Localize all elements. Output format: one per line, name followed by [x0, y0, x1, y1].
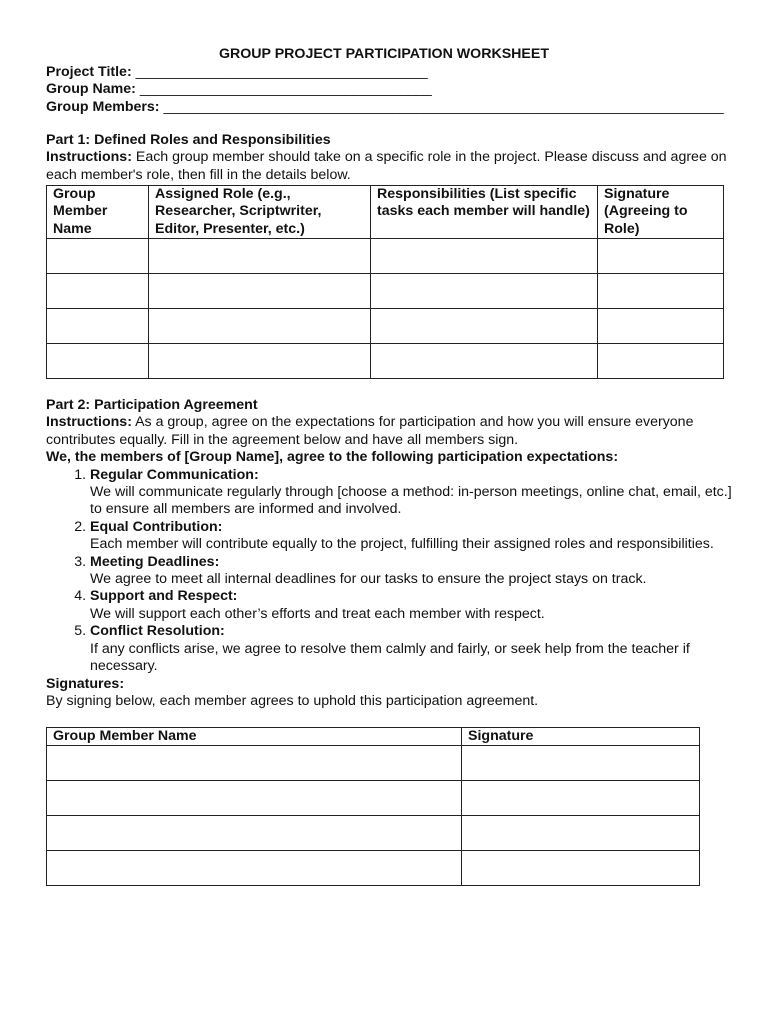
expectation-title: Support and Respect: — [90, 588, 238, 605]
table-row — [47, 309, 724, 344]
list-item — [90, 519, 736, 554]
roles-table-header — [47, 186, 724, 239]
header-fields — [46, 64, 724, 116]
part2-instructions-label: Instructions: — [46, 414, 132, 431]
project-title-field[interactable] — [46, 64, 724, 81]
expectation-text: We agree to meet all internal deadlines for our tasks to ensure the project stays on track. — [90, 571, 647, 588]
signatures-text: By signing below, each member agrees to uphold this participation agreement. — [46, 692, 539, 709]
worksheet-title: GROUP PROJECT PARTICIPATION WORKSHEET — [218, 46, 549, 62]
table-cell[interactable] — [462, 851, 700, 886]
table-cell[interactable] — [149, 274, 371, 309]
table-cell[interactable] — [47, 746, 462, 781]
col-assigned-role: Assigned Role (e.g., Researcher, Scriptwriter, Editor, Presenter, etc.) — [149, 186, 371, 239]
table-row — [47, 781, 700, 816]
table-row — [47, 746, 700, 781]
group-name-line: _____________________________________ — [139, 81, 432, 98]
expectation-text: If any conflicts arise, we agree to resolve them calmly and fairly, or seek help from the teacher if necessary. — [90, 640, 690, 675]
expectation-title: Conflict Resolution: — [90, 623, 225, 640]
table-cell[interactable] — [462, 746, 700, 781]
col-signature: Signature (Agreeing to Role) — [598, 186, 724, 239]
expectation-text: Each member will contribute equally to the project, fulfilling their assigned roles and responsibilities. — [90, 536, 714, 553]
group-members-label: Group Members: — [46, 98, 160, 115]
table-cell[interactable] — [47, 816, 462, 851]
col-group-member-name: Group Member Name — [47, 186, 149, 239]
table-cell[interactable] — [598, 239, 724, 274]
part1-instructions-text: Each group member should take on a specific role in the project. Please discuss and agree on each member's role, then fill in the details below. — [46, 149, 727, 183]
project-title-label: Project Title: — [46, 64, 132, 80]
part1-section — [46, 132, 736, 184]
table-cell[interactable] — [462, 816, 700, 851]
table-row — [47, 816, 700, 851]
table-cell[interactable] — [371, 274, 598, 309]
table-row — [47, 239, 724, 274]
part2-heading: Part 2: Participation Agreement — [46, 397, 258, 413]
list-item — [90, 623, 736, 675]
part2-section — [46, 397, 736, 710]
table-cell[interactable] — [598, 274, 724, 309]
table-cell[interactable] — [598, 309, 724, 344]
table-cell[interactable] — [371, 344, 598, 379]
group-members-line: _______________________________________________________________________ — [163, 98, 724, 115]
list-item — [90, 554, 736, 589]
part1-heading: Part 1: Defined Roles and Responsibilities — [46, 132, 331, 148]
group-name-field[interactable] — [46, 81, 724, 98]
signatures-table — [46, 727, 700, 886]
table-cell[interactable] — [598, 344, 724, 379]
part1-instructions-label: Instructions: — [46, 149, 132, 166]
table-cell[interactable] — [462, 781, 700, 816]
col-sig-member-name: Group Member Name — [47, 728, 462, 746]
list-item — [90, 467, 736, 519]
table-cell[interactable] — [47, 851, 462, 886]
list-item — [90, 588, 736, 623]
participation-pledge: We, the members of [Group Name], agree to the following participation expectations: — [46, 449, 619, 466]
expectation-title: Meeting Deadlines: — [90, 553, 220, 570]
part1-instructions — [46, 149, 736, 184]
expectation-title: Regular Communication: — [90, 466, 259, 483]
col-responsibilities: Responsibilities (List specific tasks each member will handle) — [371, 186, 598, 239]
expectation-text: We will support each other’s efforts and treat each member with respect. — [90, 605, 545, 622]
col-sig-signature: Signature — [462, 728, 700, 746]
signatures-heading: Signatures: — [46, 675, 125, 692]
expectation-text: We will communicate regularly through [choose a method: in-person meetings, online chat, email, etc.] to ensure all members are informed and involved. — [90, 484, 732, 518]
part2-instructions — [46, 414, 736, 449]
group-name-label: Group Name: — [46, 81, 136, 98]
table-cell[interactable] — [47, 274, 149, 309]
table-cell[interactable] — [371, 239, 598, 274]
table-cell[interactable] — [47, 781, 462, 816]
table-cell[interactable] — [47, 239, 149, 274]
table-cell[interactable] — [149, 309, 371, 344]
table-cell[interactable] — [47, 344, 149, 379]
table-row — [47, 851, 700, 886]
table-cell[interactable] — [149, 239, 371, 274]
table-cell[interactable] — [371, 309, 598, 344]
project-title-line: _____________________________________ — [135, 64, 428, 80]
table-cell[interactable] — [149, 344, 371, 379]
table-row — [47, 274, 724, 309]
expectation-title: Equal Contribution: — [90, 518, 223, 535]
expectations-list — [46, 467, 736, 676]
table-row — [47, 344, 724, 379]
table-cell[interactable] — [47, 309, 149, 344]
roles-table — [46, 185, 724, 379]
group-members-field[interactable] — [46, 99, 724, 116]
part2-instructions-text: As a group, agree on the expectations for participation and how you will ensure everyone contributes equally. Fill in the agreement below and have all members sign. — [46, 414, 694, 448]
signatures-table-header — [47, 728, 700, 746]
